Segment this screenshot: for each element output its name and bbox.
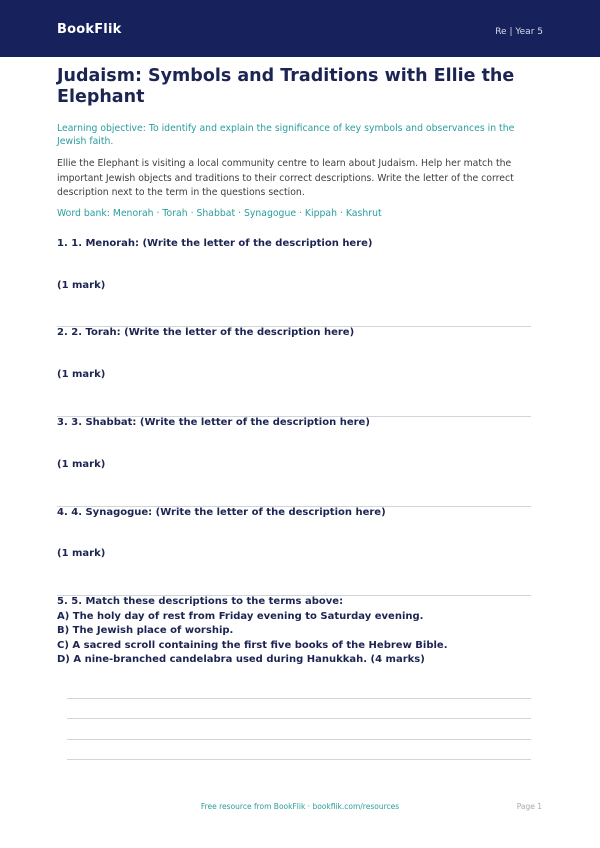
description-c: C) A sacred scroll containing the first five books of the Hebrew Bible. <box>57 639 448 651</box>
learning-objective: Learning objective: To identify and explain the significance of key symbols and observances in the Jewish faith. <box>57 123 515 147</box>
question-5 <box>57 595 537 668</box>
question-4-mark: (1 mark) <box>57 548 106 559</box>
question-2-mark: (1 mark) <box>57 369 106 380</box>
intro-paragraph: Ellie the Elephant is visiting a local community centre to learn about Judaism. Help her match the important Jewish objects and traditions to their correct descriptions. Write the letter of the correct description next to the term in the questions section. <box>57 158 514 198</box>
question-1-mark: (1 mark) <box>57 280 106 291</box>
page-number: Page 1 <box>516 802 542 811</box>
brand-logo[interactable]: BookFlik <box>57 22 122 37</box>
footer-credit[interactable]: Free resource from BookFlik · bookflik.com/resources <box>200 802 400 811</box>
answer-line[interactable] <box>67 718 531 719</box>
question-3-mark: (1 mark) <box>57 459 106 470</box>
question-4: 4. 4. Synagogue: (Write the letter of the description here) <box>57 507 386 518</box>
header-bar <box>0 0 600 57</box>
answer-line[interactable] <box>67 698 531 699</box>
word-bank: Word bank: Menorah · Torah · Shabbat · Synagogue · Kippah · Kashrut <box>57 208 382 219</box>
worksheet-title: Judaism: Symbols and Traditions with Ellie the Elephant <box>57 66 515 107</box>
question-5-prompt: 5. 5. Match these descriptions to the terms above: <box>57 596 344 607</box>
description-a: A) The holy day of rest from Friday evening to Saturday evening. <box>57 610 424 622</box>
answer-line[interactable] <box>67 739 531 740</box>
subject-year-label: Re | Year 5 <box>495 27 543 37</box>
question-1: 1. 1. Menorah: (Write the letter of the description here) <box>57 238 373 249</box>
description-d: D) A nine-branched candelabra used during Hanukkah. (4 marks) <box>57 654 425 665</box>
question-3: 3. 3. Shabbat: (Write the letter of the description here) <box>57 417 370 428</box>
description-b: B) The Jewish place of worship. <box>57 625 234 636</box>
question-2: 2. 2. Torah: (Write the letter of the description here) <box>57 327 355 338</box>
answer-line[interactable] <box>67 759 531 760</box>
